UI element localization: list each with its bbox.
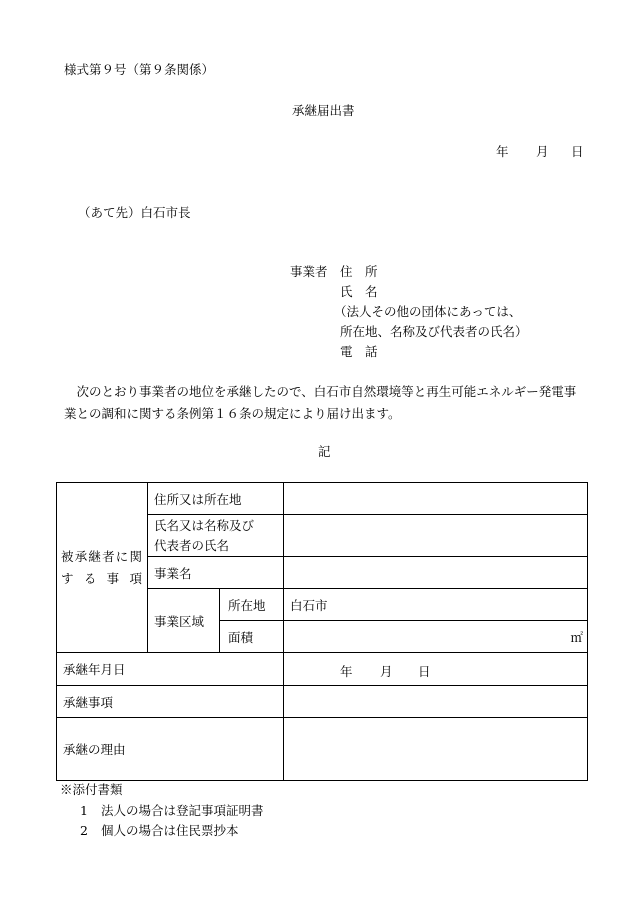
date-year: 年 xyxy=(496,144,509,159)
predecessor-header: 被承継者に関する事項 xyxy=(61,548,143,586)
ki-heading: 記 xyxy=(318,444,331,459)
project-name-label-cell xyxy=(148,557,284,589)
applicant-note-line1: （法人その他の団体にあっては、 xyxy=(334,304,522,319)
applicant-name-label: 氏 名 xyxy=(340,284,378,299)
body-text: 次のとおり事業者の地位を承継したので、白石市自然環境等と再生可能エネルギー発電事業との調和に関する条例第１６条の規定により届け出ます。 xyxy=(64,384,577,421)
attachments-heading: ※添付書類 xyxy=(60,782,123,797)
addressee: （あて先）白石市長 xyxy=(78,205,191,220)
attachment-number-1: 1 xyxy=(80,803,88,818)
location-label-cell xyxy=(220,589,284,621)
applicant-label: 事業者 xyxy=(290,264,328,279)
name-label-line2: 代表者の氏名 xyxy=(154,537,230,553)
form-number: 様式第９号（第９条関係） xyxy=(64,62,215,77)
project-area-label: 事業区域 xyxy=(154,613,205,629)
predecessor-header-cell xyxy=(57,483,148,653)
succession-date-day: 日 xyxy=(418,664,431,679)
project-area-label-cell xyxy=(148,589,220,653)
succession-matters-value[interactable] xyxy=(284,686,588,718)
succession-reason-value[interactable] xyxy=(284,718,588,781)
succession-table xyxy=(56,482,588,781)
date-day: 日 xyxy=(571,144,584,159)
project-name-label: 事業名 xyxy=(154,565,192,581)
succession-date-month: 月 xyxy=(380,664,393,679)
succession-date-label: 承継年月日 xyxy=(63,662,126,677)
succession-date-label-cell xyxy=(57,653,284,686)
area-label: 面積 xyxy=(228,629,254,645)
applicant-address-label: 住 所 xyxy=(340,264,378,279)
project-name-value[interactable] xyxy=(284,557,588,589)
name-label-cell xyxy=(148,515,284,557)
succession-reason-label: 承継の理由 xyxy=(63,742,126,757)
location-value[interactable]: 白石市 xyxy=(284,589,588,621)
succession-date-year: 年 xyxy=(340,664,353,679)
area-label-cell xyxy=(220,621,284,653)
date-month: 月 xyxy=(536,144,549,159)
succession-matters-label-cell xyxy=(57,686,284,718)
succession-date-value[interactable] xyxy=(284,653,588,686)
applicant-phone-label: 電 話 xyxy=(340,344,378,359)
succession-matters-label: 承継事項 xyxy=(63,694,114,710)
address-label: 住所又は所在地 xyxy=(154,491,242,507)
name-value[interactable] xyxy=(284,515,588,557)
attachment-number-2: 2 xyxy=(80,823,88,838)
address-value[interactable] xyxy=(284,483,588,515)
attachment-text-1: 法人の場合は登記事項証明書 xyxy=(101,803,264,818)
name-label-line1: 氏名又は名称及び xyxy=(154,517,255,533)
location-label: 所在地 xyxy=(228,597,266,613)
address-label-cell xyxy=(148,483,284,515)
attachment-text-2: 個人の場合は住民票抄本 xyxy=(101,823,239,838)
area-unit: ㎡ xyxy=(570,629,583,645)
page-title: 承継届出書 xyxy=(292,103,355,118)
area-value-cell[interactable] xyxy=(284,621,588,653)
applicant-note-line2: 所在地、名称及び代表者の氏名） xyxy=(340,324,528,339)
succession-reason-label-cell xyxy=(57,718,284,781)
